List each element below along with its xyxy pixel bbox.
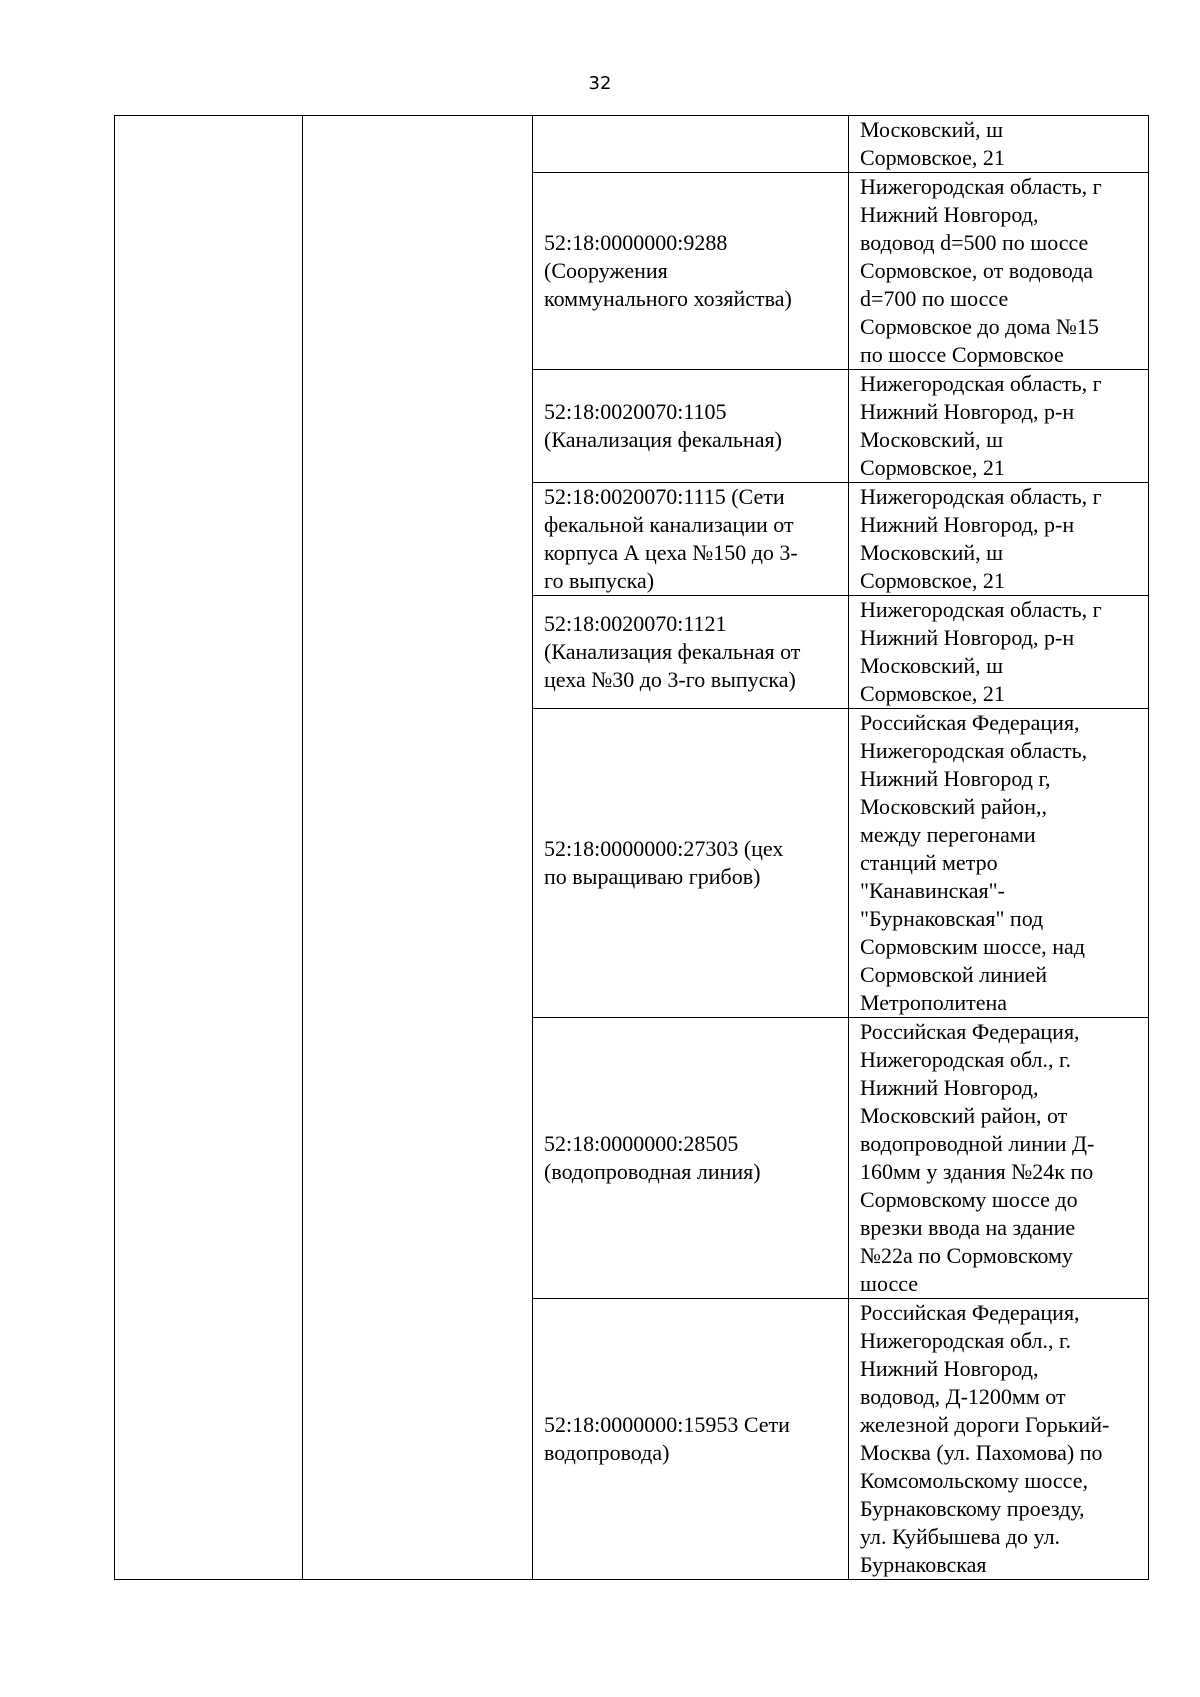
table-row xyxy=(115,116,1149,173)
address-cell xyxy=(849,370,1149,483)
cadastre-text: 52:18:0000000:15953 Сети водопровода) xyxy=(544,1412,790,1465)
address-cell xyxy=(849,709,1149,1018)
address-text: Нижегородская область, г Нижний Новгород, р-н Московский, ш Сормовское, 21 xyxy=(860,371,1102,480)
address-text: Российская Федерация, Нижегородская обл., г. Нижний Новгород, водовод, Д-1200мм от железной дороги Горький- Москва (ул. Пахомова) по Комсомольскому шоссе, Бурнаковскому проезду, ул. Куйбышева до ул. Бурнаковская xyxy=(860,1300,1110,1577)
address-text: Нижегородская область, г Нижний Новгород, р-н Московский, ш Сормовское, 21 xyxy=(860,484,1102,593)
registry-table xyxy=(114,115,1149,1580)
address-cell xyxy=(849,483,1149,596)
cadastre-cell xyxy=(533,709,849,1018)
cadastre-text: 52:18:0020070:1115 (Сети фекальной канализации от корпуса А цеха №150 до 3- го выпуска) xyxy=(544,484,798,593)
address-text: Российская Федерация, Нижегородская область, Нижний Новгород г, Московский район,, между перегонами станций метро "Канавинская"- "Бурнаковская" под Сормовским шоссе, над Сормовской линией Метрополитена xyxy=(860,710,1088,1015)
cadastre-text: 52:18:0020070:1121 (Канализация фекальная от цеха №30 до 3-го выпуска) xyxy=(544,611,801,692)
cadastre-cell xyxy=(533,116,849,173)
cadastre-text: 52:18:0000000:28505 (водопроводная линия) xyxy=(544,1131,761,1184)
address-cell xyxy=(849,1299,1149,1580)
cadastre-cell xyxy=(533,370,849,483)
number-column-cell xyxy=(115,116,303,1580)
cadastre-cell xyxy=(533,1018,849,1299)
address-cell xyxy=(849,596,1149,709)
address-text: Нижегородская область, г Нижний Новгород, водовод d=500 по шоссе Сормовское, от водовода d=700 по шоссе Сормовское до дома №15 по шоссе Сормовское xyxy=(860,174,1102,367)
cadastre-cell xyxy=(533,483,849,596)
cadastre-cell xyxy=(533,596,849,709)
object-name-column-cell xyxy=(303,116,533,1580)
cadastre-text: 52:18:0000000:9288 (Сооружения коммунального хозяйства) xyxy=(544,230,792,311)
address-cell xyxy=(849,116,1149,173)
cadastre-text: 52:18:0020070:1105 (Канализация фекальная) xyxy=(544,399,782,452)
cadastre-text: 52:18:0000000:27303 (цех по выращиваю грибов) xyxy=(544,836,784,889)
address-cell xyxy=(849,1018,1149,1299)
cadastre-cell xyxy=(533,1299,849,1580)
address-text: Российская Федерация, Нижегородская обл., г. Нижний Новгород, Московский район, от водопроводной линии Д- 160мм у здания №24к по Сормовскому шоссе до врезки ввода на здание №22а по Сормовскому шоссе xyxy=(860,1019,1095,1296)
address-text: Нижегородская область, г Нижний Новгород, р-н Московский, ш Сормовское, 21 xyxy=(860,597,1102,706)
page-number: 32 xyxy=(588,73,612,94)
address-text: Московский, ш Сормовское, 21 xyxy=(860,117,1005,170)
cadastre-cell xyxy=(533,173,849,370)
address-cell xyxy=(849,173,1149,370)
